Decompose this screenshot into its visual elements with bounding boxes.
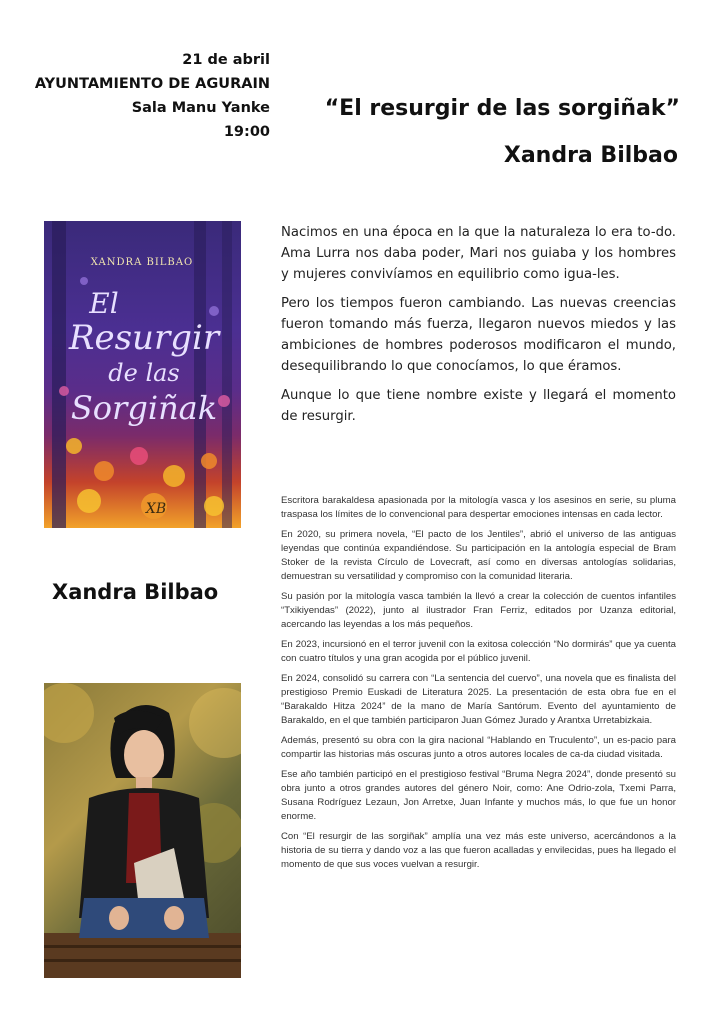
synopsis <box>281 222 676 435</box>
event-time: 19:00 <box>223 124 270 140</box>
author-photo <box>44 683 241 978</box>
bio-paragraph: Con “El resurgir de las sorgiñak” amplía una vez más este universo, acercándonos a la historia de su tierra y dando voz a las que fueron acalladas y envilecidas, pues ha llegado el momento de que sus voces vuelvan a resurgir. <box>281 831 676 870</box>
author-portrait <box>44 683 241 978</box>
event-venue: AYUNTAMIENTO DE AGURAIN <box>34 76 270 92</box>
synopsis-paragraph: Pero los tiempos fueron cambiando. Las nuevas creencias fueron tomando más fuerza, llegaron nuevos miedos y las ambiciones de hombres poderosos modificaron el mundo, desequilibrando lo que conocíamos, lo que éramos. <box>281 296 676 374</box>
bio-paragraph: En 2023, incursionó en el terror juvenil con la exitosa colección “No dormirás” que ya cuenta con cuatro títulos y una gran acogida por el público juvenil. <box>281 639 676 664</box>
cover-title-4: Sorgiñak <box>70 389 218 427</box>
author-bio <box>281 494 676 878</box>
event-room: Sala Manu Yanke <box>131 100 270 116</box>
book-title: “El resurgir de las sorgiñak” <box>324 96 680 121</box>
event-details <box>10 48 270 144</box>
bio-paragraph: En 2020, su primera novela, “El pacto de los Jentiles”, abrió el universo de las antiguas leyendas que continúa expandiéndose. Su participación en la antología especial de Bram Stoker de la revista Círculo de Lovecraft, así como en diversas antologías solidarias, demuestran su versatilidad y compromiso con la comunidad literaria. <box>281 529 676 582</box>
cover-title-1: El <box>89 287 119 320</box>
cover-publisher-logo: XB <box>145 501 167 517</box>
bio-paragraph: Además, presentó su obra con la gira nacional “Hablando en Truculento”, un es-pacio para compartir las historias más oscuras junto a otros autores locales de ca-da ciudad visitada. <box>281 735 676 760</box>
book-author: Xandra Bilbao <box>503 143 678 168</box>
cover-author: XANDRA BILBAO <box>90 257 194 268</box>
cover-art <box>44 221 241 528</box>
synopsis-paragraph: Aunque lo que tiene nombre existe y llegará el momento de resurgir. <box>281 388 676 424</box>
book-cover <box>44 221 241 528</box>
author-heading: Xandra Bilbao <box>52 580 219 604</box>
cover-title-3: de las <box>108 359 180 387</box>
bio-paragraph: Su pasión por la mitología vasca también la llevó a crear la colección de cuentos infantiles “Txikiyendas” (2022), junto al ilustrador Fran Ferriz, editados por Uzanza editorial, acercando las leyendas a los más pequeños. <box>281 591 676 630</box>
event-date: 21 de abril <box>182 52 270 68</box>
synopsis-paragraph: Nacimos en una época en la que la naturaleza lo era to-do. Ama Lurra nos daba poder, Mari nos guiaba y los hombres y mujeres convivíamos en equilibrio como igua-les. <box>281 225 676 282</box>
cover-title-2: Resurgir <box>68 318 220 358</box>
bio-paragraph: Escritora barakaldesa apasionada por la mitología vasca y los asesinos en serie, su pluma traspasa los límites de lo convencional para despertar emociones intensas en cada lector. <box>281 495 676 520</box>
bio-paragraph: Ese año también participó en el prestigioso festival “Bruma Negra 2024”, donde presentó su obra junto a otros grandes autores del género Noir, como: Ane Odrio-zola, Txemi Parra, Susana Rodríguez Lezaun, Jon Arretxe, Juan Infante y muchos más, lo que fue un honor enorme. <box>281 769 676 822</box>
bio-paragraph: En 2024, consolidó su carrera con “La sentencia del cuervo”, una novela que es finalista del prestigioso Premio Euskadi de Literatura 2025. La presentación de esta obra fue en el “Barakaldo Hitza 2024” de la mano de María Santórum. Evento del ayuntamiento de Barakaldo, en el que también participaron Juan Gómez Jurado y Arantxa Urretabizkaia. <box>281 673 676 726</box>
